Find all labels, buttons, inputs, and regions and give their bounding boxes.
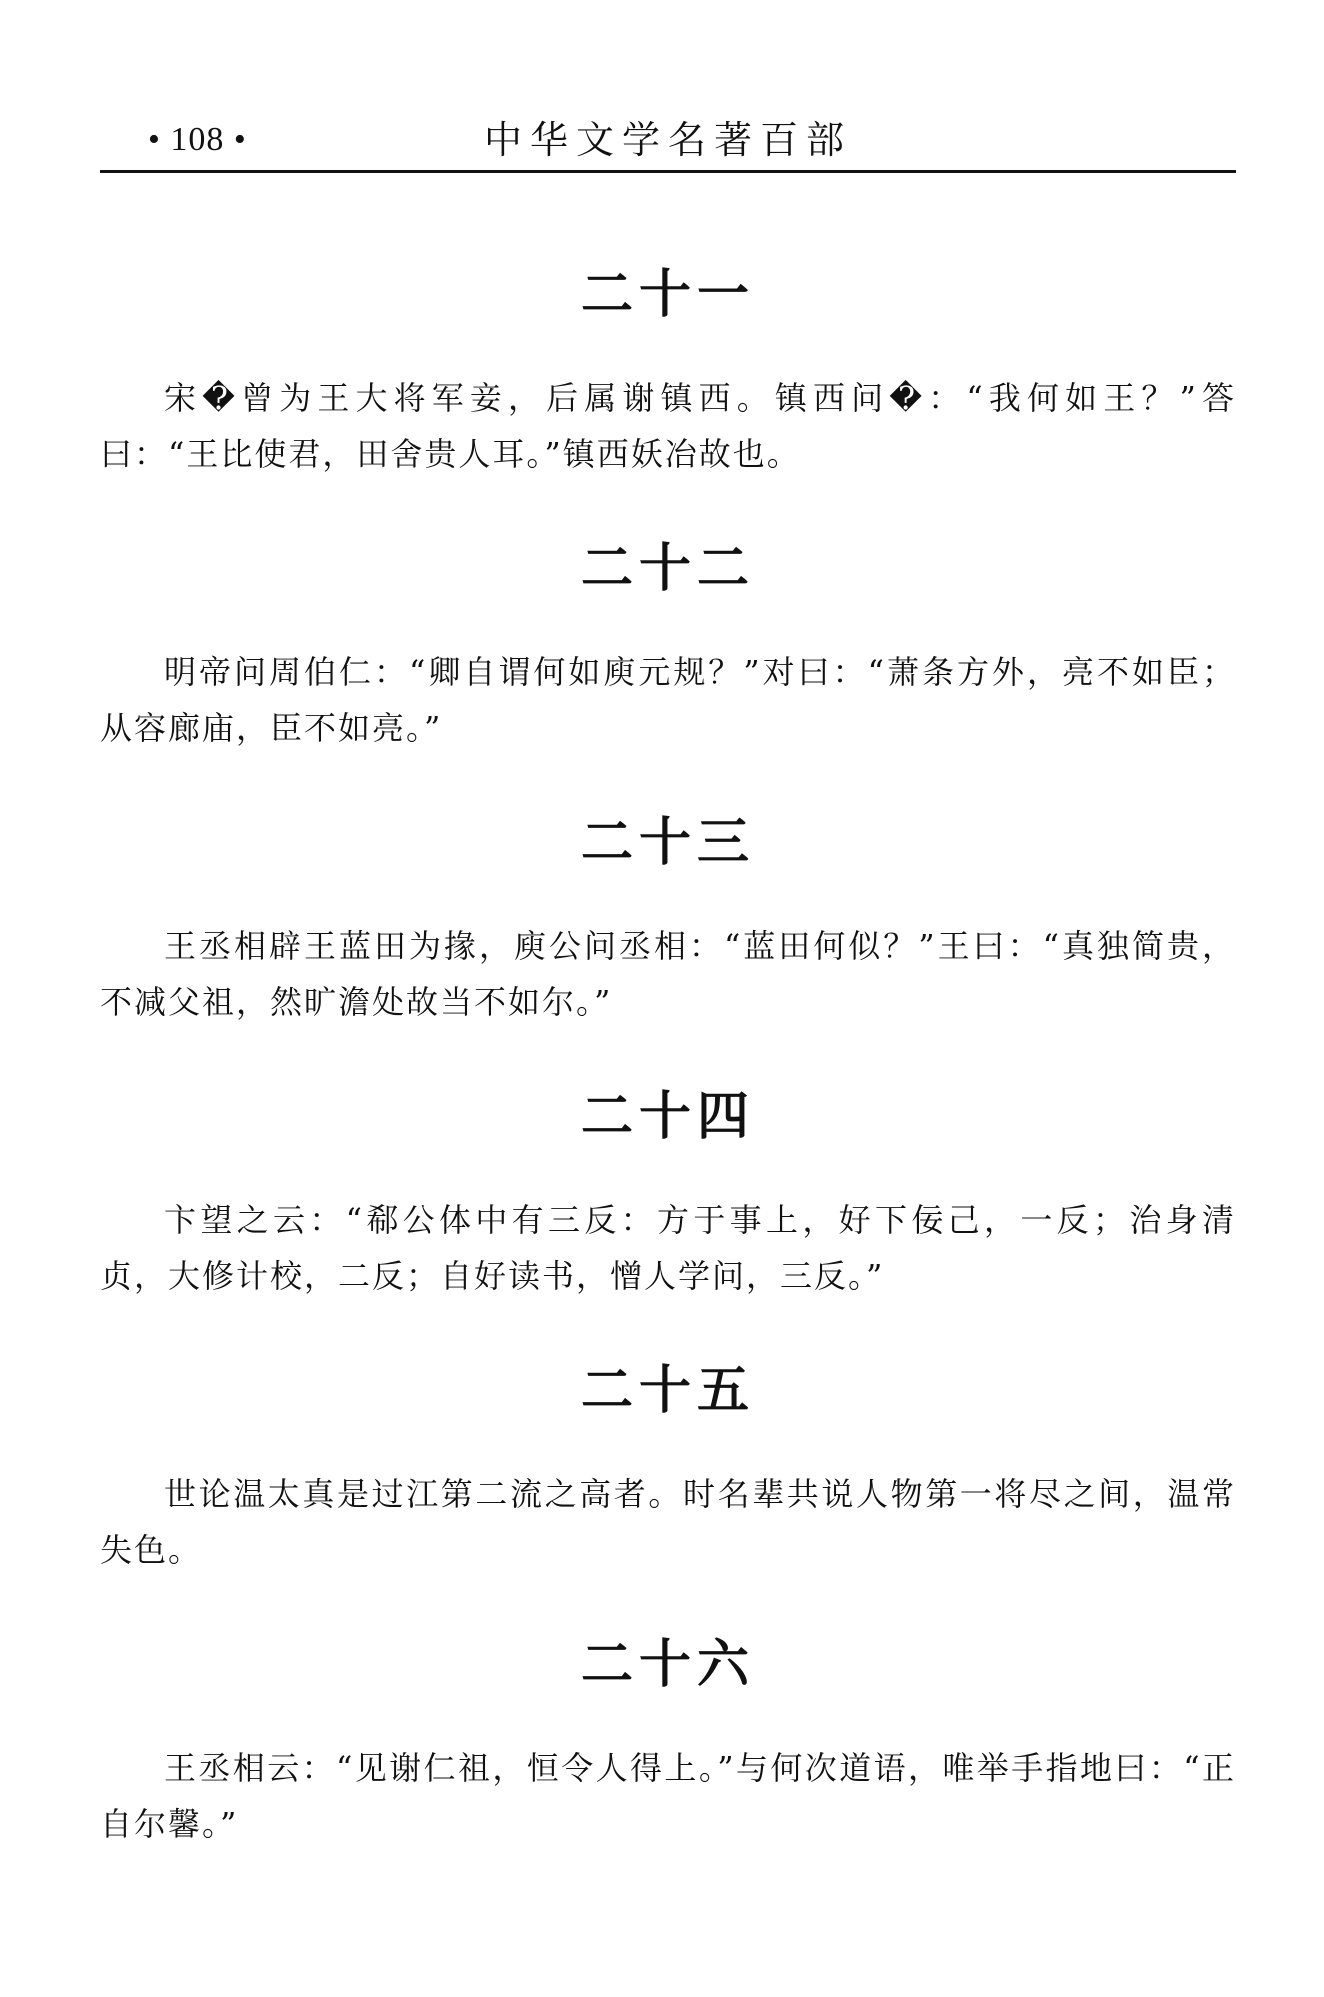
section-title: 二十六 bbox=[580, 1635, 755, 1695]
section-paragraph: 世论温太真是过江第二流之高者。时名辈共说人物第一将尽之间，温常失色。 bbox=[100, 1475, 1236, 1569]
section-25 bbox=[100, 1356, 1236, 1578]
section-paragraph: 宋�曾为王大将军妾，后属谢镇西。镇西问�：“我何如王？”答曰：“王比使君，田舍贵人耳。”镇西妖冶故也。 bbox=[100, 379, 1236, 473]
section-paragraph: 王丞相辟王蓝田为掾，庾公问丞相：“蓝田何似？”王曰：“真独简贵，不减父祖，然旷澹处故当不如尔。” bbox=[100, 927, 1236, 1021]
section-21 bbox=[100, 260, 1236, 482]
section-paragraph: 王丞相云：“见谢仁祖，恒令人得上。”与何次道语，唯举手指地曰：“正自尔馨。” bbox=[100, 1749, 1236, 1843]
page-number: • 108 • bbox=[148, 121, 247, 158]
page-content bbox=[100, 260, 1236, 1904]
section-title: 二十二 bbox=[580, 539, 755, 599]
section-title: 二十四 bbox=[580, 1087, 755, 1147]
page-header bbox=[100, 112, 1236, 168]
section-paragraph: 明帝问周伯仁：“卿自谓何如庾元规？”对曰：“萧条方外，亮不如臣；从容廊庙，臣不如亮。” bbox=[100, 653, 1236, 747]
section-26 bbox=[100, 1630, 1236, 1852]
section-24 bbox=[100, 1082, 1236, 1304]
section-22 bbox=[100, 534, 1236, 756]
section-title: 二十五 bbox=[580, 1361, 755, 1421]
section-title: 二十三 bbox=[580, 813, 755, 873]
section-title: 二十一 bbox=[580, 265, 755, 325]
book-title: 中华文学名著百部 bbox=[483, 118, 852, 162]
header-divider bbox=[100, 170, 1236, 173]
section-paragraph: 卞望之云：“郗公体中有三反：方于事上，好下佞己，一反；治身清贞，大修计校，二反；自好读书，憎人学问，三反。” bbox=[100, 1201, 1236, 1295]
section-23 bbox=[100, 808, 1236, 1030]
